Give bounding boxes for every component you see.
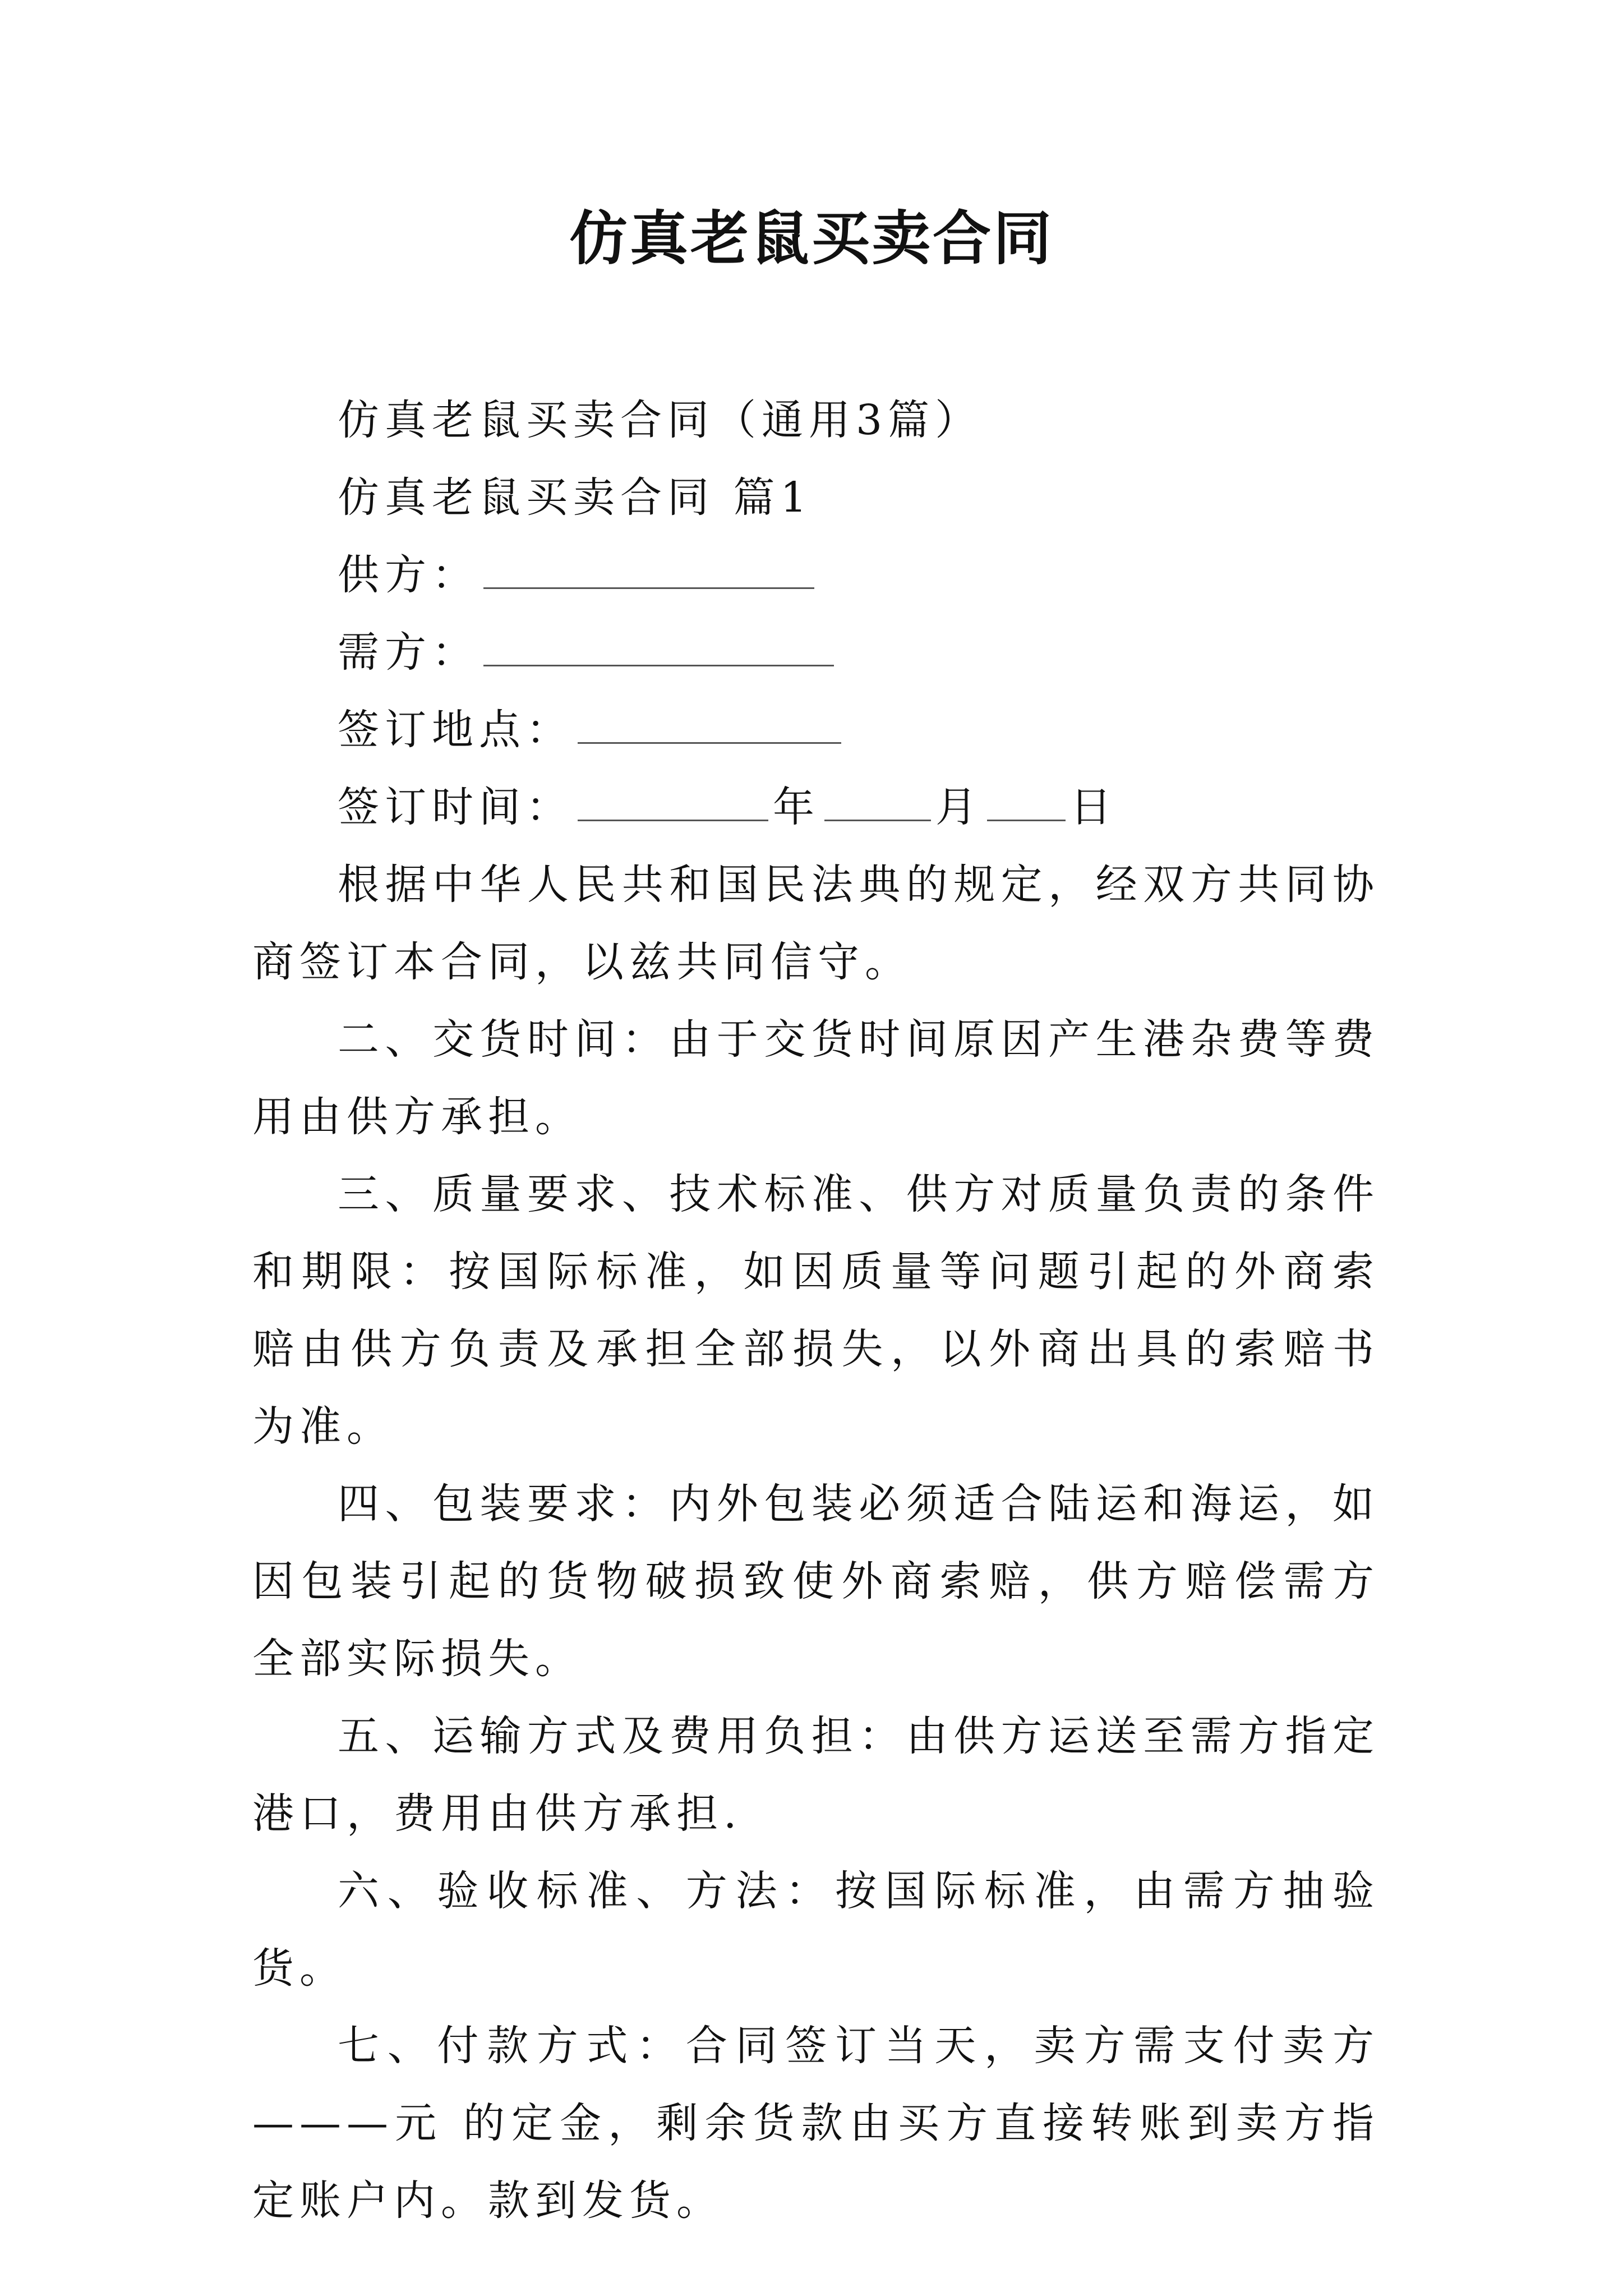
- month-label: 月: [935, 783, 983, 831]
- document-title: 仿真老鼠买卖合同: [569, 204, 1054, 273]
- supplier-label: 供方：: [338, 551, 479, 599]
- time-field: [252, 769, 1380, 846]
- buyer-field: [252, 614, 1380, 691]
- supplier-blank: [483, 548, 814, 589]
- month-blank: [824, 780, 931, 821]
- place-blank: [578, 703, 841, 744]
- place-label: 签订地点：: [338, 706, 573, 754]
- paragraph-quality: 三、质量要求、技术标准、供方对质量负责的条件和期限：按国际标准，如因质量等问题引起的外商索赔由供方负责及承担全部损失，以外商出具的索赔书为准。: [252, 1170, 1380, 1451]
- document-body: [252, 381, 1380, 2239]
- year-blank: [578, 780, 768, 821]
- paragraph-payment: 七、付款方式：合同签订当天，卖方需支付卖方———元 的定金，剩余货款由买方直接转账到卖方指定账户内。款到发货。: [252, 2022, 1380, 2225]
- year-label: 年: [773, 783, 820, 831]
- time-label: 签订时间：: [338, 783, 573, 831]
- paragraph-packaging: 四、包装要求：内外包装必须适合陆运和海运，如因包装引起的货物破损致使外商索赔，供方赔偿需方全部实际损失。: [252, 1480, 1380, 1683]
- buyer-label: 需方：: [338, 628, 479, 677]
- paragraph-preamble: 根据中华人民共和国民法典的规定，经双方共同协商签订本合同，以兹共同信守。: [252, 861, 1380, 986]
- section-heading: 仿真老鼠买卖合同 篇1: [338, 473, 813, 522]
- paragraph-acceptance: 六、验收标准、方法：按国际标准，由需方抽验货。: [252, 1867, 1380, 1993]
- day-label: 日: [1070, 783, 1117, 831]
- buyer-blank: [483, 625, 834, 666]
- supplier-field: [252, 536, 1380, 614]
- paragraph-transport: 五、运输方式及费用负担：由供方运送至需方指定港口，费用由供方承担.: [252, 1712, 1380, 1838]
- place-field: [252, 691, 1380, 769]
- document-subtitle: 仿真老鼠买卖合同（通用3篇）: [338, 396, 983, 444]
- paragraph-delivery-time: 二、交货时间：由于交货时间原因产生港杂费等费用由供方承担。: [252, 1015, 1380, 1141]
- day-blank: [987, 780, 1066, 821]
